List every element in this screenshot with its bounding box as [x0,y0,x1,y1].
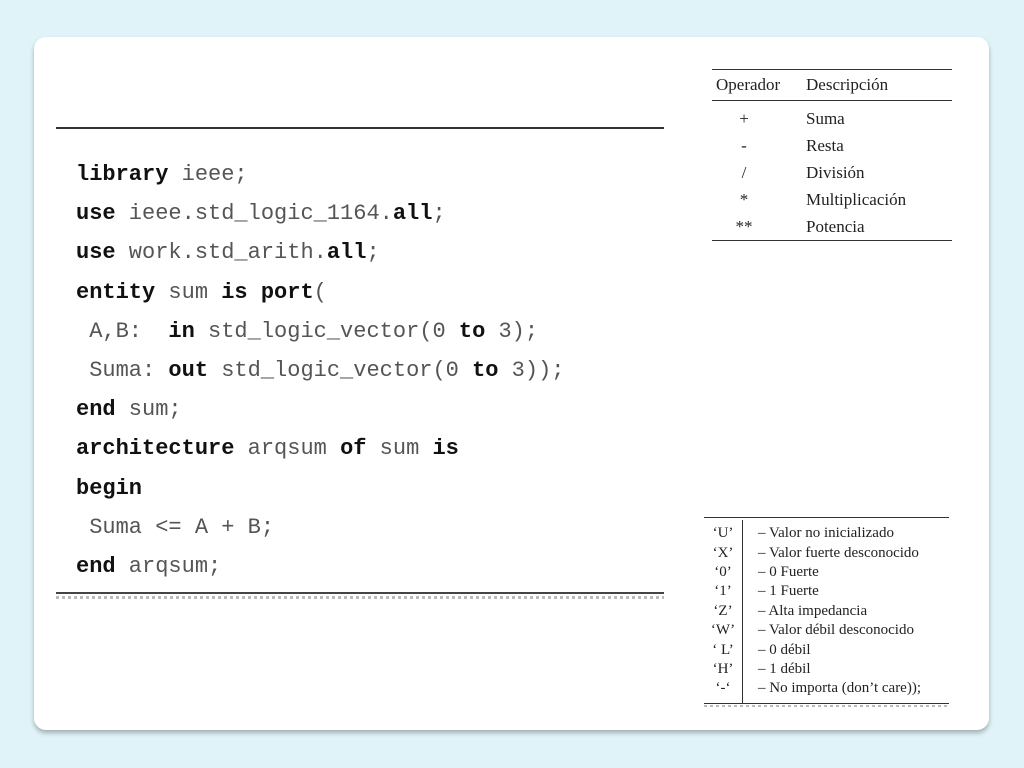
code-text: ; [366,240,380,266]
logic-value-code: ‘1’ [714,583,732,600]
code-text: work.std_arith. [115,240,327,266]
logic-value-description: – 1 Fuerte [758,583,819,600]
logic-value-code: ‘U’ [712,525,734,542]
code-line [76,312,565,351]
code-keyword: in [168,318,195,344]
vhdl-code-block [76,155,565,586]
code-keyword: library [76,162,169,187]
code-keyword: use [76,201,116,227]
operator-description: Resta [806,135,844,155]
code-keyword: all [326,240,367,266]
operator-symbol: + [739,108,749,128]
code-text: A,B: [76,318,169,344]
operator-description: Potencia [806,216,865,236]
code-text [248,280,261,305]
code-line [76,547,565,586]
operator-description: División [806,162,865,182]
logic-value-row [704,582,949,601]
operator-symbol: * [739,189,749,209]
operator-description: Suma [806,108,845,128]
operator-column-header: Operador [716,75,781,94]
code-text: arqsum [234,436,341,462]
logic-value-description: – No importa (don’t care)); [758,680,922,697]
code-keyword: end [76,397,116,423]
code-text: 3)); [498,357,565,383]
code-line [76,429,565,468]
code-text: std_logic_vector(0 [194,318,459,344]
code-top-rule [56,127,664,129]
code-keyword: is [221,279,248,305]
code-text: 3); [485,318,539,344]
logic-value-row [704,563,949,582]
operators-rows [712,105,952,240]
code-text: Suma <= A + B; [76,514,275,540]
code-keyword: use [76,240,116,266]
logic-value-row [704,621,949,640]
operators-bottom-rule [712,240,952,241]
code-line [76,508,565,547]
code-keyword: entity [76,279,156,305]
code-bottom-rule [56,592,664,594]
code-text: std_logic_vector(0 [208,357,473,383]
code-keyword: port [260,279,314,305]
code-line [76,351,565,390]
logic-value-row [704,524,949,543]
operator-symbol: - [741,135,747,155]
operator-row [712,159,952,186]
logic-value-code: ‘Z’ [713,602,733,619]
logic-values-rows [704,524,949,699]
code-line [76,155,565,194]
code-keyword: to [458,318,486,344]
logic-value-description: – Valor fuerte desconocido [758,544,919,561]
operator-symbol: ** [735,216,753,236]
code-keyword: is [432,436,459,462]
code-keyword: to [472,357,499,383]
code-text: sum [366,436,433,462]
logic-value-description: – 0 Fuerte [758,563,819,580]
code-text: sum; [115,397,182,423]
logic-value-row [704,640,949,659]
operator-row [712,186,952,213]
code-text: ieee; [168,162,248,187]
logic-value-row [704,660,949,679]
logic-value-row [704,543,949,562]
code-keyword: end [76,553,116,579]
code-text: ; [432,201,446,227]
code-keyword: architecture [76,436,235,462]
description-column-header: Descripción [806,75,889,94]
code-keyword: all [392,201,433,227]
operator-symbol: / [741,162,747,182]
logic-value-code: ‘X’ [712,544,734,561]
logic-value-code: ‘ L’ [712,641,734,658]
logic-value-code: ‘H’ [712,660,734,677]
code-line [76,233,565,272]
code-keyword: out [168,357,209,383]
logic-values-divider [742,520,743,703]
logic-values-bottom-rule [704,703,949,707]
logic-value-description: – 0 débil [758,641,811,658]
logic-value-code: ‘-‘ [715,680,731,697]
code-keyword: begin [76,475,143,501]
code-line [76,273,565,312]
operator-row [712,105,952,132]
logic-values-table [704,517,949,707]
logic-value-description: – Valor no inicializado [758,525,894,542]
code-line [76,194,565,233]
code-text: arqsum; [115,553,222,579]
code-text: Suma: [76,357,169,383]
logic-value-description: – 1 débil [758,660,811,677]
code-line [76,390,565,429]
logic-value-code: ‘W’ [710,622,736,639]
operator-row [712,132,952,159]
operators-table [712,69,952,241]
code-line [76,469,565,508]
code-text: ( [313,279,327,305]
operator-row [712,213,952,240]
operator-description: Multiplicación [806,189,907,209]
code-keyword: of [340,436,367,462]
logic-value-description: – Valor débil desconocido [758,622,914,639]
code-text: sum [155,279,222,305]
operators-header [712,70,952,101]
logic-value-code: ‘0’ [714,563,732,580]
logic-value-description: – Alta impedancia [758,602,868,619]
code-text: ieee.std_logic_1164. [115,201,393,227]
logic-value-row [704,679,949,698]
logic-value-row [704,602,949,621]
slide [34,37,989,730]
